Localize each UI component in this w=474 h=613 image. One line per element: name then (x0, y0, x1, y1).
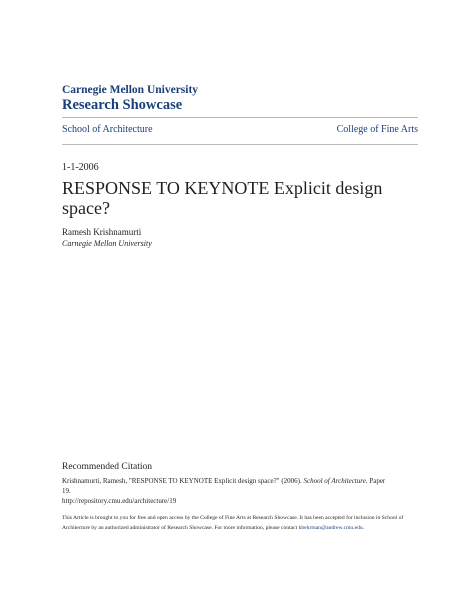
repository-name[interactable]: Research Showcase (62, 97, 183, 113)
publication-date: 1-1-2006 (62, 162, 99, 173)
citation-url[interactable]: http://repository.cmu.edu/architecture/19 (62, 497, 177, 505)
access-notice (62, 514, 422, 533)
citation-journal: School of Architecture (303, 477, 366, 485)
collection-links (62, 124, 418, 138)
university-name: Carnegie Mellon University (62, 84, 199, 96)
school-of-architecture-link[interactable]: School of Architecture (62, 124, 153, 135)
repository-header (62, 84, 422, 114)
contact-email-link[interactable]: kbehrman@andrew.cmu.edu (298, 524, 363, 531)
citation-prefix: Krishnamurti, Ramesh, "RESPONSE TO KEYNOTE Explicit design space?" (2006). (62, 477, 304, 485)
citation-suffix: . Paper 19. (62, 477, 386, 495)
author-name: Ramesh Krishnamurti (62, 227, 142, 237)
paper-title: RESPONSE TO KEYNOTE Explicit design space? (62, 178, 383, 218)
notice-text: This Article is brought to you for free and open access by the College of Fine Arts at Research Showcase. It has been accepted for inclusion in School of Architecture by an authorized administrator of Research Showcase. For more information, please contact (62, 515, 404, 531)
divider-top (62, 117, 418, 118)
recommended-citation-heading: Recommended Citation (62, 462, 152, 472)
college-of-fine-arts-link[interactable]: College of Fine Arts (336, 124, 418, 135)
divider-bottom (62, 144, 418, 145)
citation-text (62, 476, 392, 506)
notice-end: . (362, 524, 365, 531)
author-affiliation: Carnegie Mellon University (62, 239, 152, 248)
